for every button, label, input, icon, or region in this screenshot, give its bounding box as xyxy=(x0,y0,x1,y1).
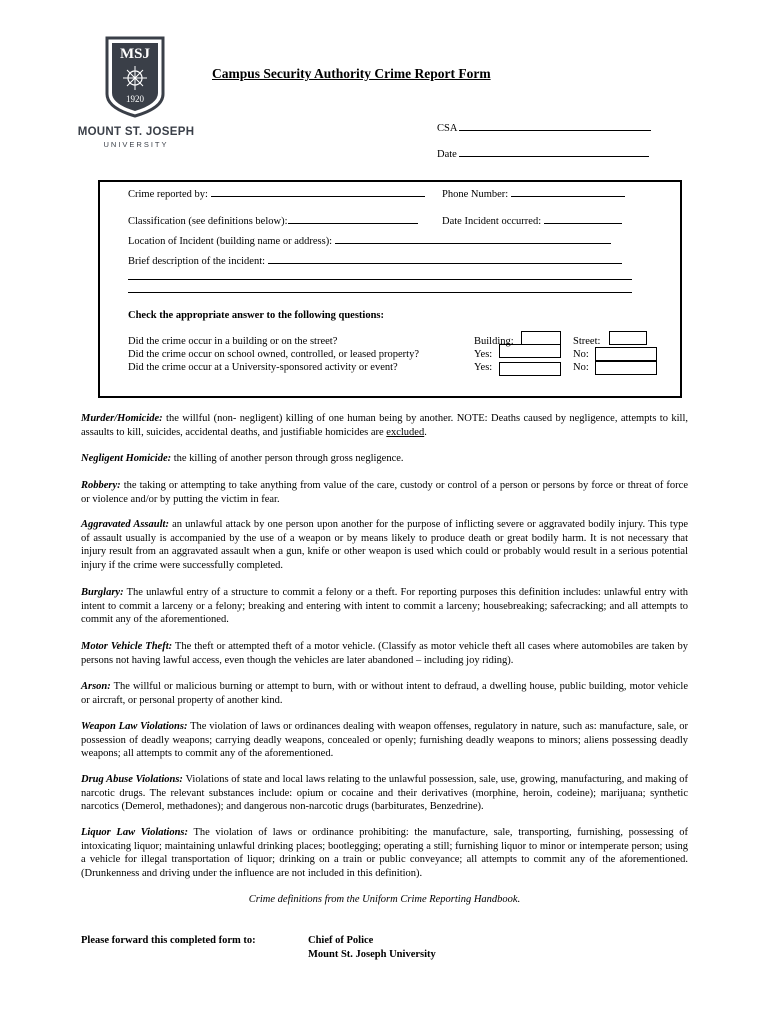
phone-number-label: Phone Number: xyxy=(442,189,509,200)
brief-description-field[interactable] xyxy=(128,255,622,269)
logo-monogram: MSJ xyxy=(120,46,150,62)
phone-number-field[interactable] xyxy=(442,188,625,202)
brief-description-label: Brief description of the incident: xyxy=(128,256,266,267)
logo-year: 1920 xyxy=(126,94,144,104)
definition-aggravated-assault: Aggravated Assault: an unlawful attack by one person upon another for the purpose of inflicting severe or aggravated bodily injury. This type of assault usually is accompanied by the use of a weapon or by means likely to produce death or great bodily harm. It is not necessary that injury result from an aggravated assault when a gun, knife or other weapon is used which could or probably would result in a serious potential injury if the crime were successfully completed. xyxy=(81,519,688,571)
q1-street-checkbox[interactable] xyxy=(609,331,647,345)
university-logo xyxy=(70,36,200,156)
q2-option-no[interactable]: No: xyxy=(573,349,589,360)
location-field[interactable] xyxy=(128,235,611,249)
crime-reported-by-label: Crime reported by: xyxy=(128,189,208,200)
question-2: Did the crime occur on school owned, controlled, or leased property? xyxy=(128,349,419,360)
classification-label: Classification (see definitions below): xyxy=(128,216,288,227)
definition-robbery: Robbery: the taking or attempting to take anything from value of the care, custody or control of a person or persons by force or threat of force or violence and/or by putting the victim in fear. xyxy=(81,480,688,505)
date-label: Date xyxy=(437,149,457,160)
description-line-3[interactable] xyxy=(128,292,632,293)
definition-motor-vehicle-theft: Motor Vehicle Theft: The theft or attempted theft of a motor vehicle. (Classify as motor vehicle theft all cases where automobiles are taken by persons not having lawful access, even though the vehicles are later abandoned – including joy riding). xyxy=(81,641,688,666)
question-3: Did the crime occur at a University-sponsored activity or event? xyxy=(128,362,398,373)
description-line-2[interactable] xyxy=(128,279,632,280)
q2-option-yes[interactable]: Yes: xyxy=(474,349,493,360)
classification-field[interactable] xyxy=(128,215,418,229)
csa-field[interactable] xyxy=(437,122,651,136)
q3-yes-checkbox[interactable] xyxy=(499,362,561,376)
check-heading: Check the appropriate answer to the following questions: xyxy=(128,310,384,321)
q3-option-no[interactable]: No: xyxy=(573,362,589,373)
date-line xyxy=(459,155,649,157)
q1-building-checkbox[interactable] xyxy=(521,331,561,345)
definition-drug-abuse: Drug Abuse Violations: Violations of state and local laws relating to the unlawful possession, sale, use, growing, manufacturing, and making of narcotic drugs. The relevant substances include: opium or cocaine and their derivatives (morphine, heroin, codeine); marijuana; synthetic narcotics (Demerol, methadones); and dangerous non-narcotic drugs (barbiturates, Benzedrine). xyxy=(81,774,688,812)
forward-to-name: Chief of Police xyxy=(308,935,374,946)
definition-arson: Arson: The willful or malicious burning or attempt to burn, with or without intent to defraud, a dwelling house, public building, motor vehicle or aircraft, or personal property of another kind. xyxy=(81,681,688,706)
definition-weapon-law: Weapon Law Violations: The violation of laws or ordinances dealing with weapon offenses, regulatory in nature, such as: manufacture, sale, or possession of deadly weapons; carrying deadly weapons, concealed or openly; furnishing deadly weapons to minors; aliens possessing deadly weapons; all attempts to commit any of the aforementioned. xyxy=(81,721,688,759)
page-title: Campus Security Authority Crime Report Form xyxy=(212,66,491,81)
q3-no-checkbox[interactable] xyxy=(595,361,657,375)
forward-label: Please forward this completed form to: xyxy=(81,935,256,946)
q2-yes-checkbox[interactable] xyxy=(499,344,561,358)
q3-option-yes[interactable]: Yes: xyxy=(474,362,493,373)
csa-line xyxy=(459,129,651,131)
date-field[interactable] xyxy=(437,148,649,162)
csa-label: CSA xyxy=(437,123,457,134)
logo-name: MOUNT ST. JOSEPH xyxy=(77,126,195,138)
definition-negligent-homicide: Negligent Homicide: the killing of another person through gross negligence. xyxy=(81,453,404,464)
date-incident-field[interactable] xyxy=(442,215,622,229)
definition-murder: Murder/Homicide: the willful (non- negligent) killing of one human being by another. NOTE: Deaths caused by negligence, attempts to kill, assaults to kill, suicides, accidental deaths, and justifiable homicides are excluded. xyxy=(81,413,688,438)
q2-no-checkbox[interactable] xyxy=(595,347,657,361)
q1-option-building[interactable]: Building: xyxy=(474,336,514,347)
question-1: Did the crime occur in a building or on the street? xyxy=(128,336,338,347)
crime-reported-by-field[interactable] xyxy=(128,188,425,202)
location-label: Location of Incident (building name or address): xyxy=(128,236,333,247)
logo-subname: UNIVERSITY xyxy=(103,140,169,149)
definition-burglary: Burglary: The unlawful entry of a structure to commit a felony or a theft. For reporting purposes this definition includes: unlawful entry with intent to commit a larceny or a felony; breaking and entering with intent to commit a larceny; housebreaking; safecracking; and all attempts to commit any of the aforementioned. xyxy=(81,587,688,625)
q1-option-street[interactable]: Street: xyxy=(573,336,601,347)
forward-to-org: Mount St. Joseph University xyxy=(308,949,436,960)
definition-liquor-law: Liquor Law Violations: The violation of laws or ordinance prohibiting: the manufacture, sale, transporting, furnishing, possessing of intoxicating liquor; maintaining unlawful drinking places; bootlegging; operating a still; furnishing liquor to minor or intemperate person; using a vehicle for illegal transportation of liquor; drinking on a train or public conveyance; all attempts to commit any of the aforementioned. (Drunkenness and driving under the influence are not included in this definition). xyxy=(81,827,688,879)
date-incident-label: Date Incident occurred: xyxy=(442,216,542,227)
source-note: Crime definitions from the Uniform Crime Reporting Handbook. xyxy=(248,894,521,905)
